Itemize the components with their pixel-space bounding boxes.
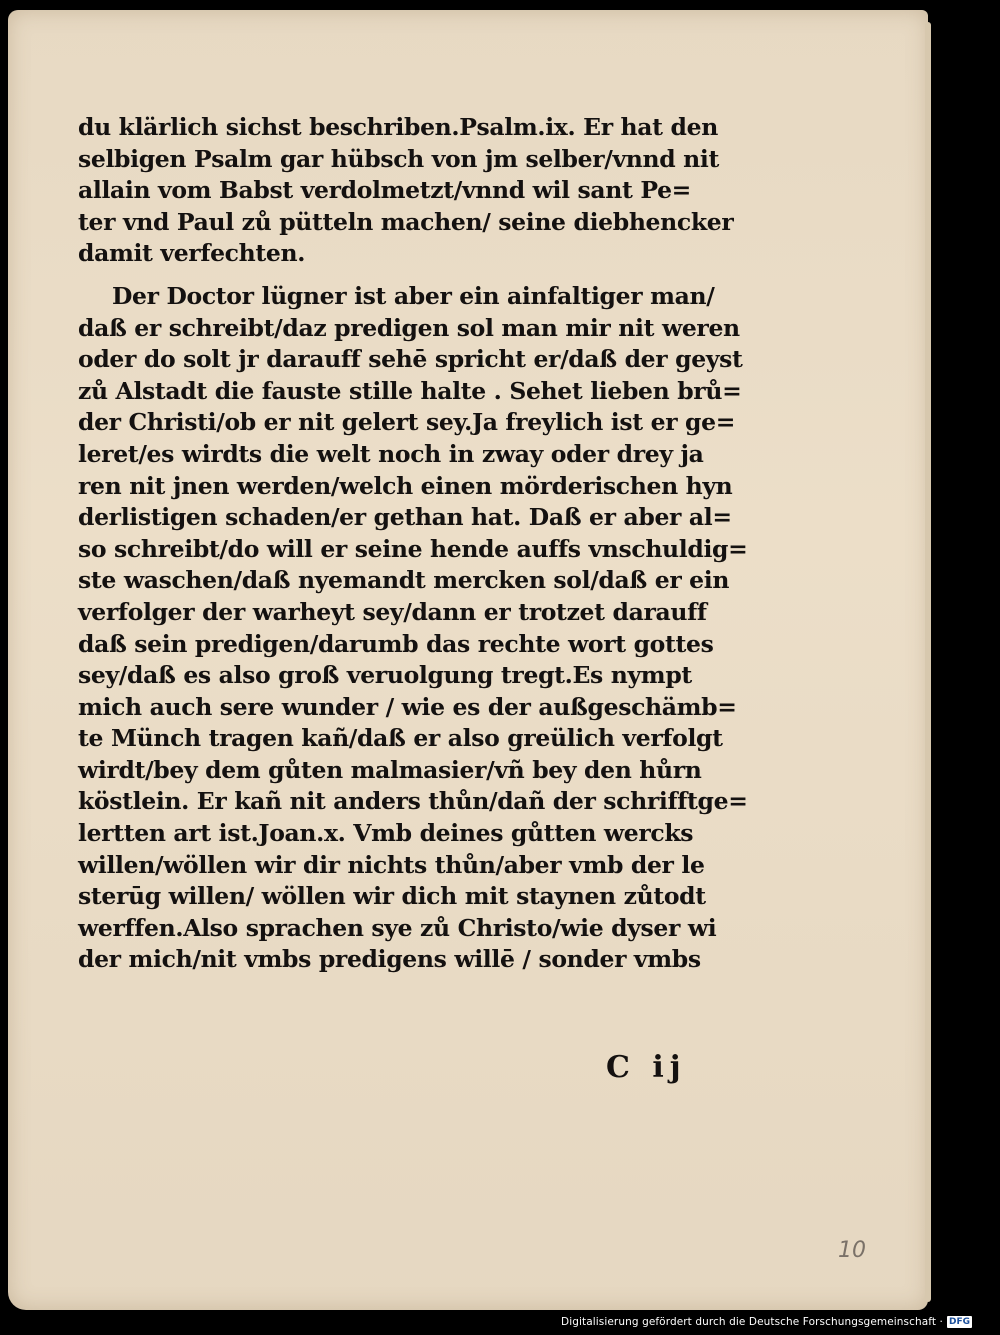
text-line: allain vom Babst verdolmetzt/vnnd wil sant Pe= [78, 176, 692, 205]
text-line: oder do solt jr darauff sehē spricht er/daß der geyst [78, 345, 743, 374]
text-line: Der Doctor lügner ist aber ein ainfaltiger man/ [112, 281, 715, 310]
text-line: wirdt/bey dem gůten malmasier/vñ bey den hůrn [78, 755, 702, 784]
text-line: damit verfechten. [78, 239, 306, 268]
text-line: leret/es wirdts die welt noch in zway oder drey ja [78, 439, 704, 468]
folio-number: 10 [838, 1238, 866, 1263]
body-text [78, 112, 748, 976]
text-line: köstlein. Er kañ nit anders thůn/dañ der schrifftge= [78, 787, 748, 816]
text-line: zů Alstadt die fauste stille halte . Sehet lieben brů= [78, 376, 742, 405]
text-line: ter vnd Paul zů pütteln machen/ seine diebhencker [78, 207, 734, 236]
text-line: te Münch tragen kañ/daß er also greülich verfolgt [78, 724, 723, 753]
text-line: daß er schreibt/daz predigen sol man mir nit weren [78, 313, 740, 342]
text-line: ren nit jnen werden/welch einen mörderischen hyn [78, 471, 733, 500]
text-line: so schreibt/do will er seine hende auffs vnschuldig= [78, 534, 748, 563]
text-line: sterūg willen/ wöllen wir dich mit staynen zůtodt [78, 882, 706, 911]
dfg-logo-icon: DFG [948, 1317, 970, 1327]
text-line: der Christi/ob er nit gelert sey.Ja freylich ist er ge= [78, 408, 736, 437]
text-line: selbigen Psalm gar hübsch von jm selber/vnnd nit [78, 144, 719, 173]
text-line: werffen.Also sprachen sye zů Christo/wie dyser wi [78, 913, 717, 942]
footer-credit [561, 1312, 972, 1332]
text-line: du klärlich sichst beschriben.Psalm.ix. Er hat den [78, 113, 718, 141]
signature-mark: C ij [606, 1050, 687, 1085]
text-line: lertten art ist.Joan.x. Vmb deines gůtten wercks [78, 819, 694, 848]
text-line: ste waschen/daß nyemandt mercken sol/daß er ein [78, 566, 730, 595]
text-line: mich auch sere wunder / wie es der außgeschämb= [78, 692, 737, 721]
paper-edge [925, 22, 931, 1302]
funding-note: Digitalisierung gefördert durch die Deutsche Forschungsgemeinschaft · [561, 1316, 943, 1328]
text-line: verfolger der warheyt sey/dann er trotzet darauff [78, 597, 707, 626]
text-line: der mich/nit vmbs predigens willē / sonder vmbs [78, 945, 701, 974]
text-line: willen/wöllen wir dir nichts thůn/aber vmb der le [78, 850, 705, 879]
text-line: sey/daß es also groß veruolgung tregt.Es nympt [78, 661, 692, 690]
text-line: daß sein predigen/darumb das rechte wort gottes [78, 629, 714, 658]
text-line: derlistigen schaden/er gethan hat. Daß er aber al= [78, 503, 732, 532]
